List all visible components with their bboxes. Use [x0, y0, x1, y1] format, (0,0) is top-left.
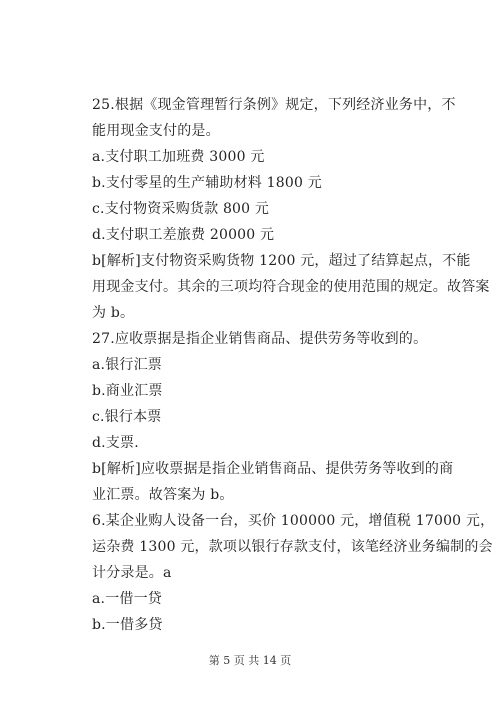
page-number-footer: 第 5 页 共 14 页 — [208, 654, 292, 667]
q27-option-b: b.商业汇票 — [92, 383, 163, 399]
q27-analysis-line-2: 业汇票。故答案为 b。 — [92, 487, 234, 503]
q25-analysis-line-1: b[解析]支付物资采购货物 1200 元，超过了结算起点，不能 — [92, 253, 471, 269]
q25-analysis-line-2: 用现金支付。其余的三项均符合现金的使用范围的规定。故答案 — [92, 279, 490, 295]
q25-option-a: a.支付职工加班费 3000 元 — [92, 149, 265, 165]
q27-option-c: c.银行本票 — [92, 409, 162, 425]
q27-option-d: d.支票. — [92, 435, 139, 451]
document-body — [92, 92, 495, 638]
q25-option-c: c.支付物资采购货款 800 元 — [92, 201, 270, 217]
q25-option-d: d.支付职工差旅费 20000 元 — [92, 227, 275, 243]
q6-option-a: a.一借一贷 — [92, 591, 162, 607]
q6-stem-line-2: 运杂费 1300 元，款项以银行存款支付，该笔经济业务编制的会 — [92, 539, 493, 555]
q6-option-b: b.一借多贷 — [92, 617, 163, 633]
q27-option-a: a.银行汇票 — [92, 357, 162, 373]
q6-stem-line-3: 计分录是。a — [92, 565, 172, 581]
q25-analysis-line-3: 为 b。 — [92, 305, 135, 321]
q27-stem: 27.应收票据是指企业销售商品、提供劳务等收到的。 — [92, 331, 428, 347]
q25-option-b: b.支付零星的生产辅助材料 1800 元 — [92, 175, 322, 191]
q6-stem-line-1: 6.某企业购人设备一台，买价 100000 元，增值税 17000 元， — [92, 513, 495, 529]
q25-stem-line-2: 能用现金支付的是。 — [92, 123, 220, 139]
q25-stem-line-1: 25.根据《现金管理暂行条例》规定，下列经济业务中，不 — [92, 97, 456, 113]
q27-analysis-line-1: b[解析]应收票据是指企业销售商品、提供劳务等收到的商 — [92, 461, 454, 477]
